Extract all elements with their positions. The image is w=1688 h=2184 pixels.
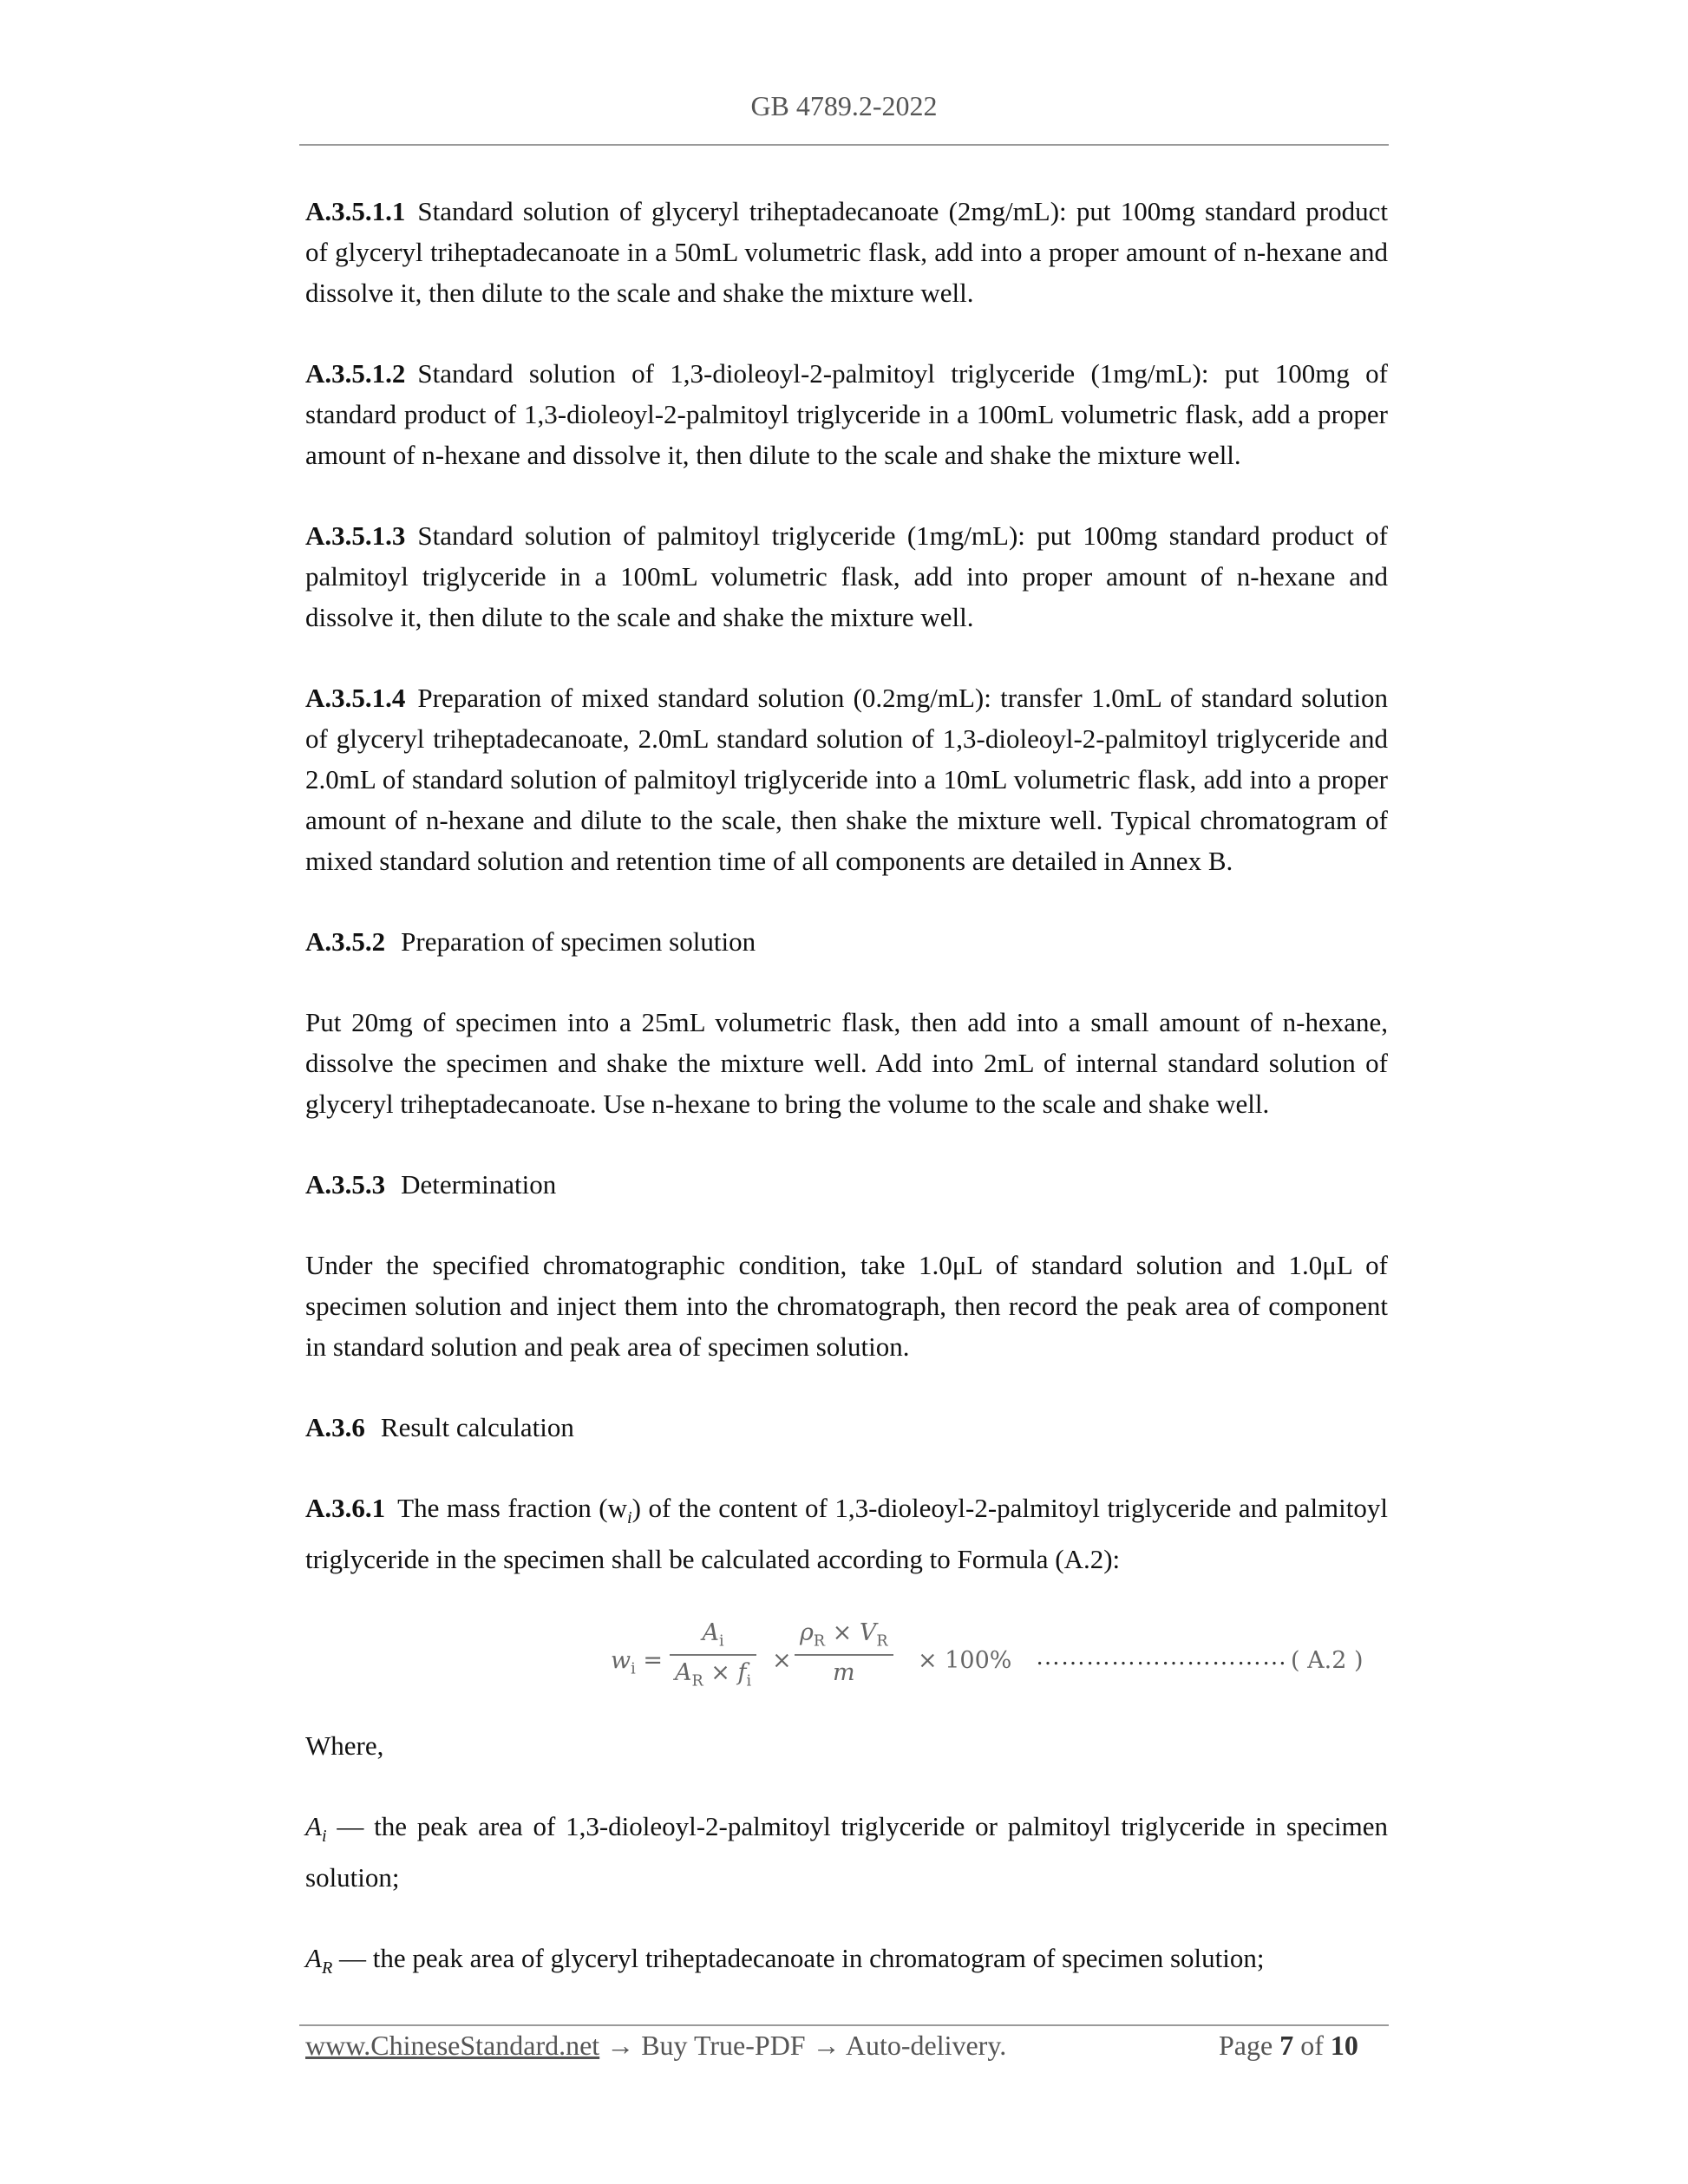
section-text: Standard solution of 1,3-dioleoyl-2-palmitoyl triglyceride (1mg/mL): put 100mg of standard product of 1,3-dioleoyl-2-palmitoyl triglyceride in a 100mL volumetric flask, add a proper amount of n-hexane and dissolve it, then dilute to the scale and shake the mixture well. (305, 358, 1388, 470)
heading-a353 (305, 1164, 1388, 1205)
formula-a2 (305, 1619, 1388, 1706)
definition-subscript: R (321, 1958, 333, 1978)
section-text: ) of the content of 1,3-dioleoyl-2-palmitoyl triglyceride and palmitoyl triglyceride in the specimen shall be calculated according to Formula (A.2): (305, 1493, 1389, 1575)
document-code: GB 4789.2-2022 (750, 90, 938, 121)
formula-subscript: i (746, 1671, 752, 1690)
page-indicator (1219, 2030, 1358, 2062)
footer-links (305, 2030, 1006, 2062)
section-number: A.3.5.1.2 (305, 358, 406, 389)
definition-text: — the peak area of glyceryl triheptadecanoate in chromatogram of specimen solution; (332, 1943, 1265, 1974)
fraction-denominator (795, 1654, 893, 1686)
formula-times: × (772, 1647, 792, 1675)
section-number: A.3.5.1.1 (305, 196, 406, 226)
formula-subscript: R (691, 1671, 703, 1690)
section-text: Standard solution of palmitoyl triglyceride (1mg/mL): put 100mg standard product of palmitoyl triglyceride in a 100mL volumetric flask, add into proper amount of n-hexane and dissolve it, then dilute to the scale and shake the mixture well. (305, 520, 1388, 632)
section-title: Result calculation (380, 1412, 574, 1442)
section-a352-text: Put 20mg of specimen into a 25mL volumetric flask, then add into a small amount of n-hexane, dissolve the specimen and shake the mixture well. Add into 2mL of internal standard solution of glyceryl triheptadecanoate. Use n-hexane to bring the volume to the scale and shake well. (305, 1007, 1388, 1119)
heading-a352 (305, 921, 1388, 962)
section-a3513 (305, 515, 1388, 638)
formula-percent (918, 1647, 1011, 1674)
arrow-icon: → (599, 2030, 642, 2061)
definition-ar (305, 1938, 1388, 1989)
definition-symbol: A (305, 1943, 322, 1974)
where-label: Where, (305, 1730, 384, 1762)
header-divider (299, 144, 1389, 146)
section-a361 (305, 1488, 1388, 1579)
section-text: The mass fraction (w (397, 1493, 628, 1523)
page-label: Page (1219, 2030, 1273, 2061)
formula-leader-dots: ………………………… (1036, 1644, 1287, 1671)
footer-divider (299, 2024, 1389, 2026)
section-a3512 (305, 353, 1388, 475)
formula-symbol: A (675, 1658, 692, 1686)
formula-subscript: i (631, 1660, 636, 1678)
definition-symbol: A (305, 1811, 322, 1842)
formula-subscript: i (719, 1632, 724, 1651)
formula-symbol: w (611, 1647, 631, 1675)
definition-subscript: i (321, 1827, 327, 1847)
formula-number: ( A.2 ) (1291, 1647, 1364, 1675)
arrow-icon: → (805, 2030, 846, 2061)
page-total: 10 (1330, 2030, 1358, 2061)
page-number: 7 (1279, 2030, 1294, 2061)
subscript: i (627, 1508, 632, 1528)
fraction-numerator (795, 1619, 893, 1653)
definition-ai (305, 1806, 1388, 1898)
section-text: Standard solution of glyceryl triheptadecanoate (2mg/mL): put 100mg standard product of glyceryl triheptadecanoate in a 50mL volumetric flask, add into a proper amount of n-hexane and dissolve it, then dilute to the scale and shake the mixture well. (305, 196, 1388, 308)
formula-times: × (710, 1658, 730, 1686)
formula-times: × (832, 1619, 853, 1647)
heading-a36 (305, 1407, 1388, 1448)
formula-symbol: A (702, 1619, 719, 1647)
section-number: A.3.5.1.3 (305, 520, 406, 551)
fraction-numerator (670, 1619, 756, 1653)
formula-times: × (918, 1647, 938, 1675)
section-number: A.3.6 (305, 1412, 365, 1442)
formula-fraction-2 (795, 1619, 893, 1685)
auto-delivery-text: Auto-delivery. (845, 2030, 1007, 2061)
formula-equals: = (643, 1647, 663, 1675)
definition-text: — the peak area of 1,3-dioleoyl-2-palmitoyl triglyceride or palmitoyl triglyceride in specimen solution; (305, 1811, 1388, 1893)
section-text: Preparation of mixed standard solution (0.2mg/mL): transfer 1.0mL of standard solution of glyceryl triheptadecanoate, 2.0mL standard solution of 1,3-dioleoyl-2-palmitoyl triglyceride and 2.0mL of standard solution of palmitoyl triglyceride into a 10mL volumetric flask, add into a proper amount of n-hexane and dilute to the scale, then shake the mixture well. Typical chromatogram of mixed standard solution and retention time of all components are detailed in Annex B. (305, 683, 1388, 876)
formula-symbol: f (737, 1658, 747, 1686)
formula-lhs (611, 1647, 663, 1677)
fraction-denominator (670, 1654, 756, 1690)
section-number: A.3.5.1.4 (305, 683, 406, 713)
section-number: A.3.5.2 (305, 926, 386, 957)
section-a353-text: Under the specified chromatographic condition, take 1.0μL of standard solution and 1.0μL of specimen solution and inject them into the chromatograph, then record the peak area of component in standard solution and peak area of specimen solution. (305, 1250, 1388, 1362)
of-label: of (1300, 2030, 1324, 2061)
section-number: A.3.5.3 (305, 1169, 386, 1200)
section-title: Determination (401, 1169, 557, 1200)
formula-subscript: R (876, 1632, 888, 1651)
section-title: Preparation of specimen solution (401, 926, 756, 957)
formula-subscript: R (813, 1632, 826, 1651)
formula-symbol: m (832, 1658, 855, 1686)
document-body (305, 191, 1388, 2030)
formula-symbol: ρ (800, 1619, 814, 1647)
section-a3514 (305, 677, 1388, 881)
buy-text: Buy True-PDF (641, 2030, 806, 2061)
section-number: A.3.6.1 (305, 1493, 386, 1523)
formula-percent-value: 100% (945, 1647, 1012, 1675)
section-a3511 (305, 191, 1388, 313)
formula-fraction-1 (670, 1619, 756, 1690)
page-header (0, 90, 1688, 122)
formula-symbol: V (859, 1619, 877, 1647)
website-link[interactable]: www.ChineseStandard.net (305, 2030, 600, 2061)
